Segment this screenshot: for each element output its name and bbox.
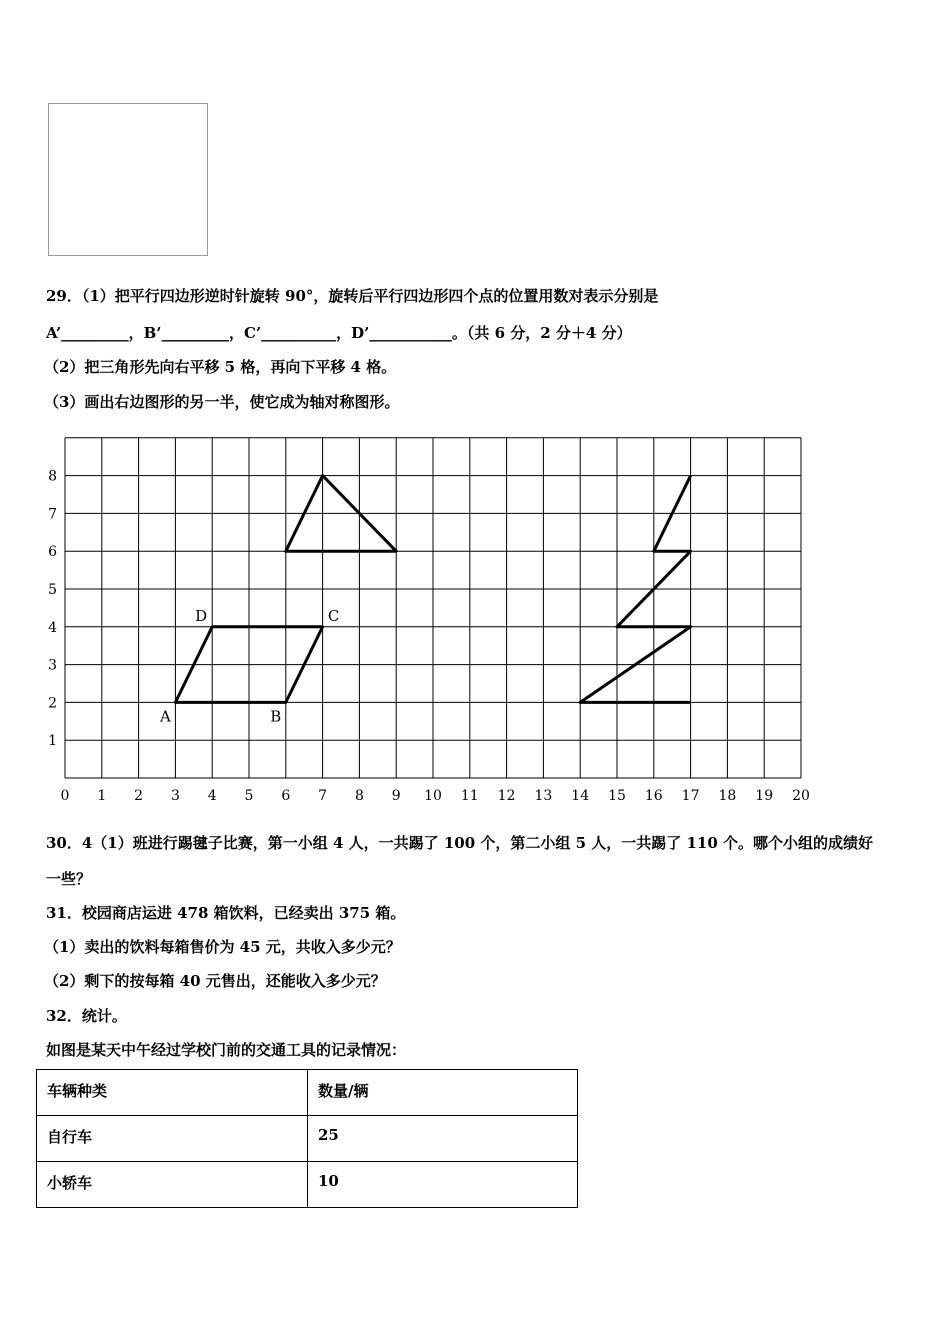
- vertex-label: D: [195, 606, 208, 625]
- q31-line3: （2）剩下的按每箱 40 元售出，还能收入多少元？: [44, 972, 386, 990]
- vertex-label: B: [270, 707, 282, 726]
- y-tick-label: 5: [48, 582, 57, 598]
- table-header-row: [37, 1070, 578, 1116]
- x-tick-label: 18: [718, 788, 737, 804]
- x-tick-label: 17: [681, 788, 700, 804]
- y-tick-label: 6: [48, 544, 57, 561]
- table-cell: 25: [308, 1116, 578, 1162]
- x-tick-label: 20: [792, 788, 810, 804]
- q32-line2: 如图是某天中午经过学校门前的交通工具的记录情况：: [46, 1041, 407, 1059]
- x-tick-label: 10: [424, 788, 442, 804]
- x-tick-label: 5: [244, 788, 254, 804]
- table-row: [37, 1116, 578, 1162]
- x-tick-label: 15: [608, 788, 626, 804]
- vertex-label: C: [327, 606, 340, 625]
- q29-line4: （3）画出右边图形的另一半，使它成为轴对称图形。: [44, 393, 400, 411]
- x-tick-label: 1: [97, 788, 107, 804]
- header-quantity: 数量/辆: [308, 1070, 578, 1116]
- grid-svg: [0, 420, 950, 820]
- q30-line2: 一些？: [46, 870, 92, 888]
- y-tick-label: 2: [48, 695, 57, 712]
- x-tick-label: 16: [644, 788, 663, 804]
- table-row: [37, 1162, 578, 1208]
- q31-line1: 31．校园商店运进 478 箱饮料，已经卖出 375 箱。: [46, 904, 406, 922]
- x-tick-label: 0: [60, 788, 70, 804]
- x-tick-label: 11: [460, 788, 479, 804]
- vertex-label: A: [159, 707, 171, 726]
- q29-line1: 29．（1）把平行四边形逆时针旋转 90°，旋转后平行四边形四个点的位置用数对表示分别是: [46, 287, 659, 305]
- q29-line3: （2）把三角形先向右平移 5 格，再向下平移 4 格。: [44, 358, 397, 376]
- y-tick-label: 4: [48, 619, 57, 636]
- x-tick-label: 12: [497, 788, 516, 804]
- q31-line2: （1）卖出的饮料每箱售价为 45 元，共收入多少元？: [44, 938, 401, 956]
- x-tick-label: 13: [534, 788, 553, 804]
- coordinate-grid: [0, 420, 950, 820]
- table-cell: 自行车: [37, 1116, 308, 1162]
- q32-line1: 32．统计。: [46, 1007, 127, 1025]
- table-cell: 小轿车: [37, 1162, 308, 1208]
- header-vehicle-type: 车辆种类: [37, 1070, 308, 1116]
- x-tick-label: 8: [354, 788, 364, 804]
- blank-answer-box: [48, 103, 208, 256]
- q29-line2: A’_________，B’_________，C’__________，D’___________。（共 6 分，2 分＋4 分）: [46, 324, 632, 342]
- y-tick-label: 8: [48, 468, 57, 485]
- q30-line1: 30．4（1）班进行踢毽子比赛，第一小组 4 人，一共踢了 100 个，第二小组 5 人，一共踢了 110 个。哪个小组的成绩好: [46, 834, 874, 852]
- x-tick-label: 6: [281, 788, 291, 804]
- x-tick-label: 2: [134, 788, 144, 804]
- y-tick-label: 3: [48, 657, 57, 674]
- x-tick-label: 3: [170, 788, 180, 804]
- x-tick-label: 19: [755, 788, 774, 804]
- x-tick-label: 9: [391, 788, 401, 804]
- x-tick-label: 7: [318, 788, 328, 804]
- traffic-table: [36, 1069, 578, 1208]
- table-cell: 10: [308, 1162, 578, 1208]
- y-tick-label: 1: [48, 733, 57, 750]
- x-tick-label: 14: [571, 788, 590, 804]
- y-tick-label: 7: [48, 506, 57, 523]
- x-tick-label: 4: [207, 788, 217, 804]
